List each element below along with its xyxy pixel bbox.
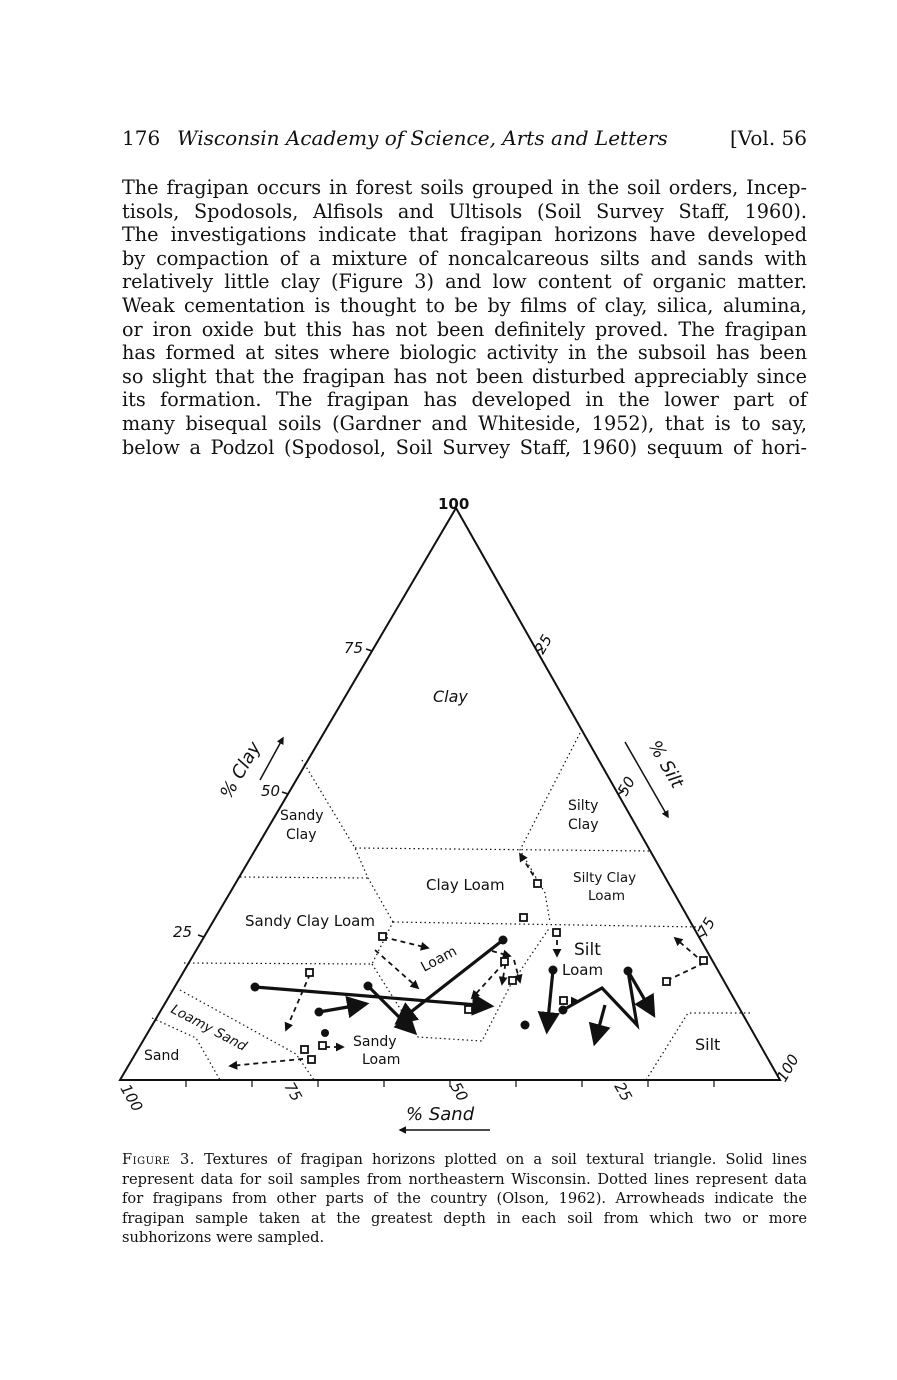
text-line: below a Podzol (Spodosol, Soil Survey Staff, 1960) sequum of hori- [122, 435, 807, 459]
region-sandy-clay-loam: Sandy Clay Loam [245, 912, 375, 930]
region-silty-clay-2: Clay [568, 817, 599, 833]
text-line: has formed at sites where biologic activity in the subsoil has been [122, 341, 807, 365]
caption-label: Figure 3. [122, 1151, 195, 1168]
text-line: so slight that the fragipan has not been disturbed appreciably since [122, 364, 807, 388]
region-clay: Clay [433, 687, 468, 706]
text-line: Weak cementation is thought to be by films of clay, silica, alumina, [122, 293, 807, 317]
region-silty-clay-1: Silty [568, 798, 599, 814]
region-sandy-loam-1: Sandy [353, 1034, 397, 1050]
figure-caption [122, 1150, 807, 1248]
region-silt-loam-1: Silt [574, 940, 601, 960]
region-silt: Silt [695, 1035, 721, 1054]
clay-tick-75: 75 [344, 639, 364, 657]
region-clay-loam: Clay Loam [426, 876, 505, 894]
region-loamy-sand: Loamy Sand [168, 1001, 250, 1055]
silt-tick-75: 75 [693, 914, 720, 940]
clay-axis-label: % Clay [216, 738, 266, 803]
silt-axis-label: % Silt [643, 737, 688, 792]
page-number: 176 [122, 126, 161, 150]
sand-tick-75: 75 [280, 1079, 306, 1105]
running-header [122, 126, 807, 156]
volume-number: [Vol. 56 [729, 126, 807, 150]
text-line: The investigations indicate that fragipan horizons have developed [122, 223, 807, 247]
region-sandy-clay-2: Clay [286, 827, 317, 843]
silt-tick-25: 25 [530, 631, 557, 657]
text-line: by compaction of a mixture of noncalcareous silts and sands with [122, 246, 807, 270]
figure-labels [117, 495, 803, 1130]
caption-text: Textures of fragipan horizons plotted on a soil textural triangle. Solid lines represent data for soil samples from northeastern Wisconsin. Dotted lines represent data for fragipans from other parts of the country (Olson, 1962). Arrowheads indicate the fragipan sample taken at the greatest depth in each soil from which two or more subhorizons were sampled. [122, 1151, 808, 1247]
region-loam: Loam [418, 943, 460, 976]
region-sandy-loam-2: Loam [362, 1052, 401, 1068]
region-sandy-clay-1: Sandy [280, 808, 324, 824]
region-silty-clay-loam-2: Loam [588, 888, 625, 904]
text-line: or iron oxide but this has not been definitely proved. The fragipan [122, 317, 807, 341]
sand-tick-50: 50 [446, 1079, 472, 1105]
text-line: many bisequal soils (Gardner and Whiteside, 1952), that is to say, [122, 411, 807, 435]
clay-tick-50: 50 [261, 782, 281, 800]
region-silty-clay-loam-1: Silty Clay [573, 870, 637, 886]
region-sand: Sand [144, 1048, 180, 1064]
sand-tick-100: 100 [116, 1081, 147, 1115]
texture-triangle-svg [100, 490, 820, 1140]
sand-axis-label: % Sand [406, 1104, 475, 1125]
sand-tick-25: 25 [610, 1079, 636, 1105]
soil-texture-triangle-figure [100, 490, 820, 1140]
body-paragraph [122, 176, 807, 459]
text-line: tisols, Spodosols, Alfisols and Ultisols (Soil Survey Staff, 1960). [122, 199, 807, 223]
apex-label: 100 [438, 495, 470, 513]
clay-tick-25: 25 [173, 923, 193, 941]
region-silt-loam-2: Loam [562, 961, 604, 979]
silt-tick-100: 100 [772, 1051, 803, 1085]
text-line: relatively little clay (Figure 3) and low content of organic matter. [122, 270, 807, 294]
journal-title: Wisconsin Academy of Science, Arts and Letters [177, 126, 668, 150]
text-line: its formation. The fragipan has developed in the lower part of [122, 388, 807, 412]
silt-tick-50: 50 [613, 773, 640, 799]
text-line: The fragipan occurs in forest soils grouped in the soil orders, Incep- [122, 176, 807, 199]
